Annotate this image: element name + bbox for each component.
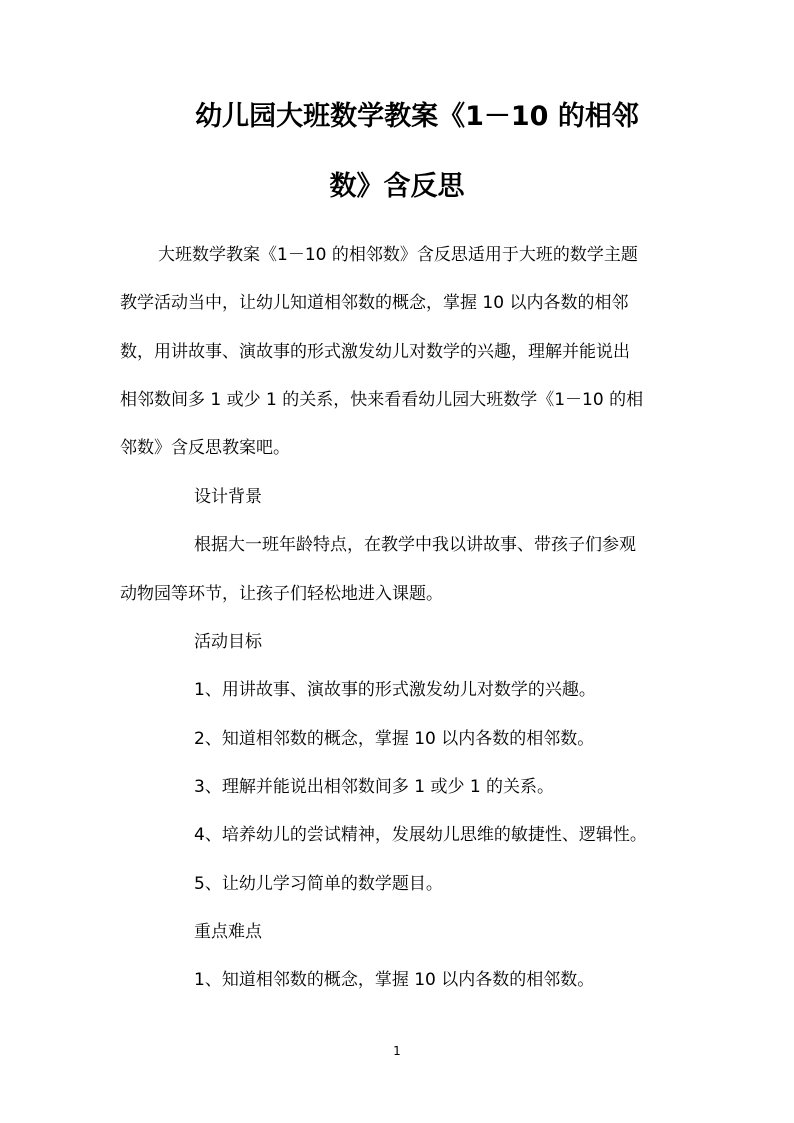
document-title-line-2: 数》含反思 [329, 171, 465, 202]
goal-item: 2、知道相邻数的概念，掌握 10 以内各数的相邻数。 [194, 729, 595, 749]
background-line: 动物园等环节，让孩子们轻松地进入课题。 [120, 584, 443, 604]
intro-line: 教学活动当中，让幼儿知道相邻数的概念，掌握 10 以内各数的相邻 [120, 293, 629, 313]
page-number: 1 [393, 1044, 401, 1058]
background-line: 根据大一班年龄特点，在教学中我以讲故事、带孩子们参观 [194, 535, 636, 555]
section-heading-key-points: 重点难点 [194, 922, 262, 942]
section-heading-goals: 活动目标 [194, 632, 262, 652]
goal-item: 4、培养幼儿的尝试精神，发展幼儿思维的敏捷性、逻辑性。 [194, 825, 647, 845]
document-title-line-1: 幼儿园大班数学教案《1－10 的相邻 [195, 101, 639, 132]
goal-item: 3、理解并能说出相邻数间多 1 或少 1 的关系。 [194, 777, 555, 797]
intro-line: 大班数学教案《1－10 的相邻数》含反思适用于大班的数学主题 [158, 245, 638, 265]
intro-line: 数，用讲故事、演故事的形式激发幼儿对数学的兴趣，理解并能说出 [120, 342, 630, 362]
intro-line: 相邻数间多 1 或少 1 的关系，快来看看幼儿园大班数学《1－10 的相 [120, 390, 644, 410]
key-point-item: 1、知道相邻数的概念，掌握 10 以内各数的相邻数。 [194, 970, 595, 990]
goal-item: 5、让幼儿学习简单的数学题目。 [194, 874, 443, 894]
intro-line: 邻数》含反思教案吧。 [120, 438, 290, 458]
section-heading-background: 设计背景 [194, 487, 262, 507]
goal-item: 1、用讲故事、演故事的形式激发幼儿对数学的兴趣。 [194, 680, 596, 700]
